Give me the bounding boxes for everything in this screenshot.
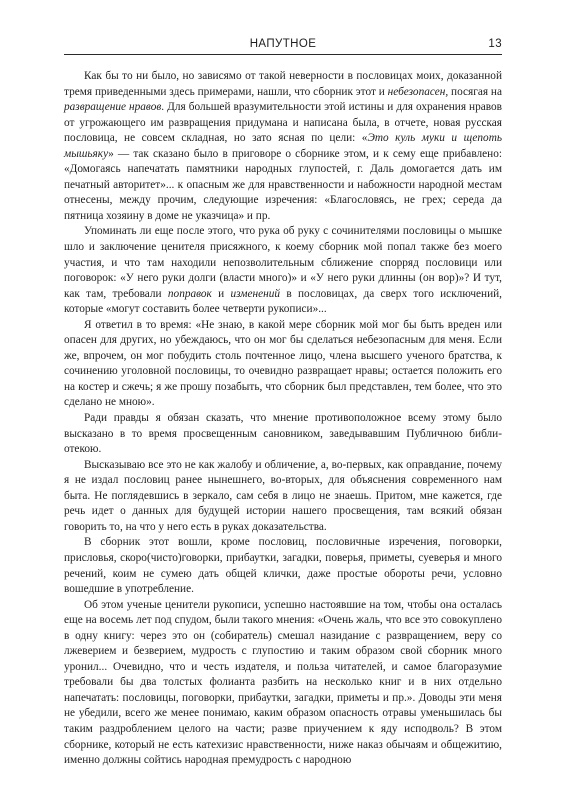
text-run: Высказываю все это не как жалобу и обличение, а, во-первых, как оправдание, почему я не издал пословиц ранее нынешнего, во-вторых, для объяснения современного нам быта. Не поглядевшись в зеркало, сам себя в лицо не знаешь. Притом, мне кажется, где речь идет о данных для будущей истории нашего просвещения, там всякий обязан говорить то, на что у него есть в руках доказательства. — [64, 458, 502, 533]
text-run: Как бы то ни было, но зависямо от такой неверности в пословицах моих, доказанной тремя приведенными здесь примерами, нашли, что сборник этот и — [64, 70, 502, 98]
paragraph — [64, 69, 502, 224]
italic-text-run: Это куль муки и щепоть мышьяку — [64, 132, 502, 160]
italic-text-run: небезопасен, — [387, 85, 449, 98]
paragraph — [64, 458, 502, 536]
text-run: посягая на — [448, 85, 502, 98]
text-run: Ради правды я обязан сказать, что мнение противоположное всему этому было высказано в то время просвещенным сановником, заведывавшим Публичною библиотекою. — [64, 412, 502, 456]
text-run: и — [211, 287, 231, 300]
paragraph — [64, 224, 502, 317]
paragraph — [64, 598, 502, 769]
body-text — [64, 69, 502, 769]
paragraph — [64, 318, 502, 411]
text-run: В сборник этот вошли, кроме пословиц, пословичные изречения, поговорки, присловья, скоро(чисто)говорки, прибаутки, загадки, поверья, приметы, суеверья и много речений, коим не сумею дать общей клички, даже простые обороты речи, условно вошедшие в употребление. — [64, 536, 502, 596]
italic-text-run: развращение нравов — [64, 101, 162, 114]
italic-text-run: изменений — [230, 287, 281, 300]
running-title: НАПУТНОЕ — [249, 38, 317, 50]
italic-text-run: поправок — [167, 287, 212, 300]
text-run: Я ответил в то время: «Не знаю, в какой мере сборник мой мог бы быть вреден или опасен для других, но убеждаюсь, что он мог бы сделаться небезопасным для меня. Если же, впрочем, он мог побудить столь почтенное лицо, члена высшего ученого братства, к сочинению уголовной пословицы, то очевидно развращает нравы; остается положить его на костер и сжечь; я же прошу позабыть, что сборник был представлен, тем более, что это сделано не мною». — [64, 318, 502, 409]
text-run: Об этом ученые ценители рукописи, успешно настоявшие на том, чтобы она осталась еще на восемь лет под спудом, были такого мнения: «Очень жаль, что все это совокуплено в одну книгу: через это он (собиратель) смешал назидание с развращением, веру со лжеверием и безверием, мудрость с глупостию и таким образом свой сборник много уронил... Очевидно, что и честь издателя, и польза читателей, и самое благоразумие требовали бы два толстых фолианта разбить на несколько книг и в них отдельно напечатать: пословицы, поговорки, прибаутки, загадки, приметы и пр.». Доводы эти меня не убедили, всего же менее понимаю, каким образом опасность отравы уменьшилась бы таким раздроблением целого на части; разве приучением к яду исподволь? В этом сборнике, который не есть катехизис нравственности, ниже наказ обычаям и общежитию, именно должны сойтись народная премудрость с народною — [64, 598, 502, 767]
text-run: » — так сказано было в приговоре о сборнике этом, и к сему еще прибавлено: «Домогаясь напечатать памятники народных глупостей, г. Даль домогается дать им печатный авторитет»... к опасным же для нравственности и набожности народной местам отнесены, между прочим, следующие изречения: «Благословясь, не грех; середа да пятница хозяину в доме не указчица» и пр. — [64, 147, 502, 222]
paragraph — [64, 411, 502, 458]
page-header — [64, 36, 502, 55]
text-run: в пословицах, да сверх того исключений, которые «могут составить более четверти рукописи»... — [64, 287, 502, 316]
text-run: Упоминать ли еще после этого, что рука об руку с сочинителями пословицы о мышке шло и заключение ценителя присяжного, к коему сборник мой попал также без моего участия, и что там находили непозволительным сближение спорряд пословици или поговорок: «У него руки долги (власти много)» и «У него руки длинны (он вор)»? И тут, как там, требовали — [64, 225, 502, 300]
text-run: . Для большей вразумительности этой истины и для охранения нравов от угрожающего им развращения придумана и написана была, в отчете, новая русская пословица, не совсем складная, но зато ясная по цели: « — [64, 101, 503, 145]
page-number: 13 — [488, 38, 502, 50]
paragraph — [64, 535, 502, 597]
